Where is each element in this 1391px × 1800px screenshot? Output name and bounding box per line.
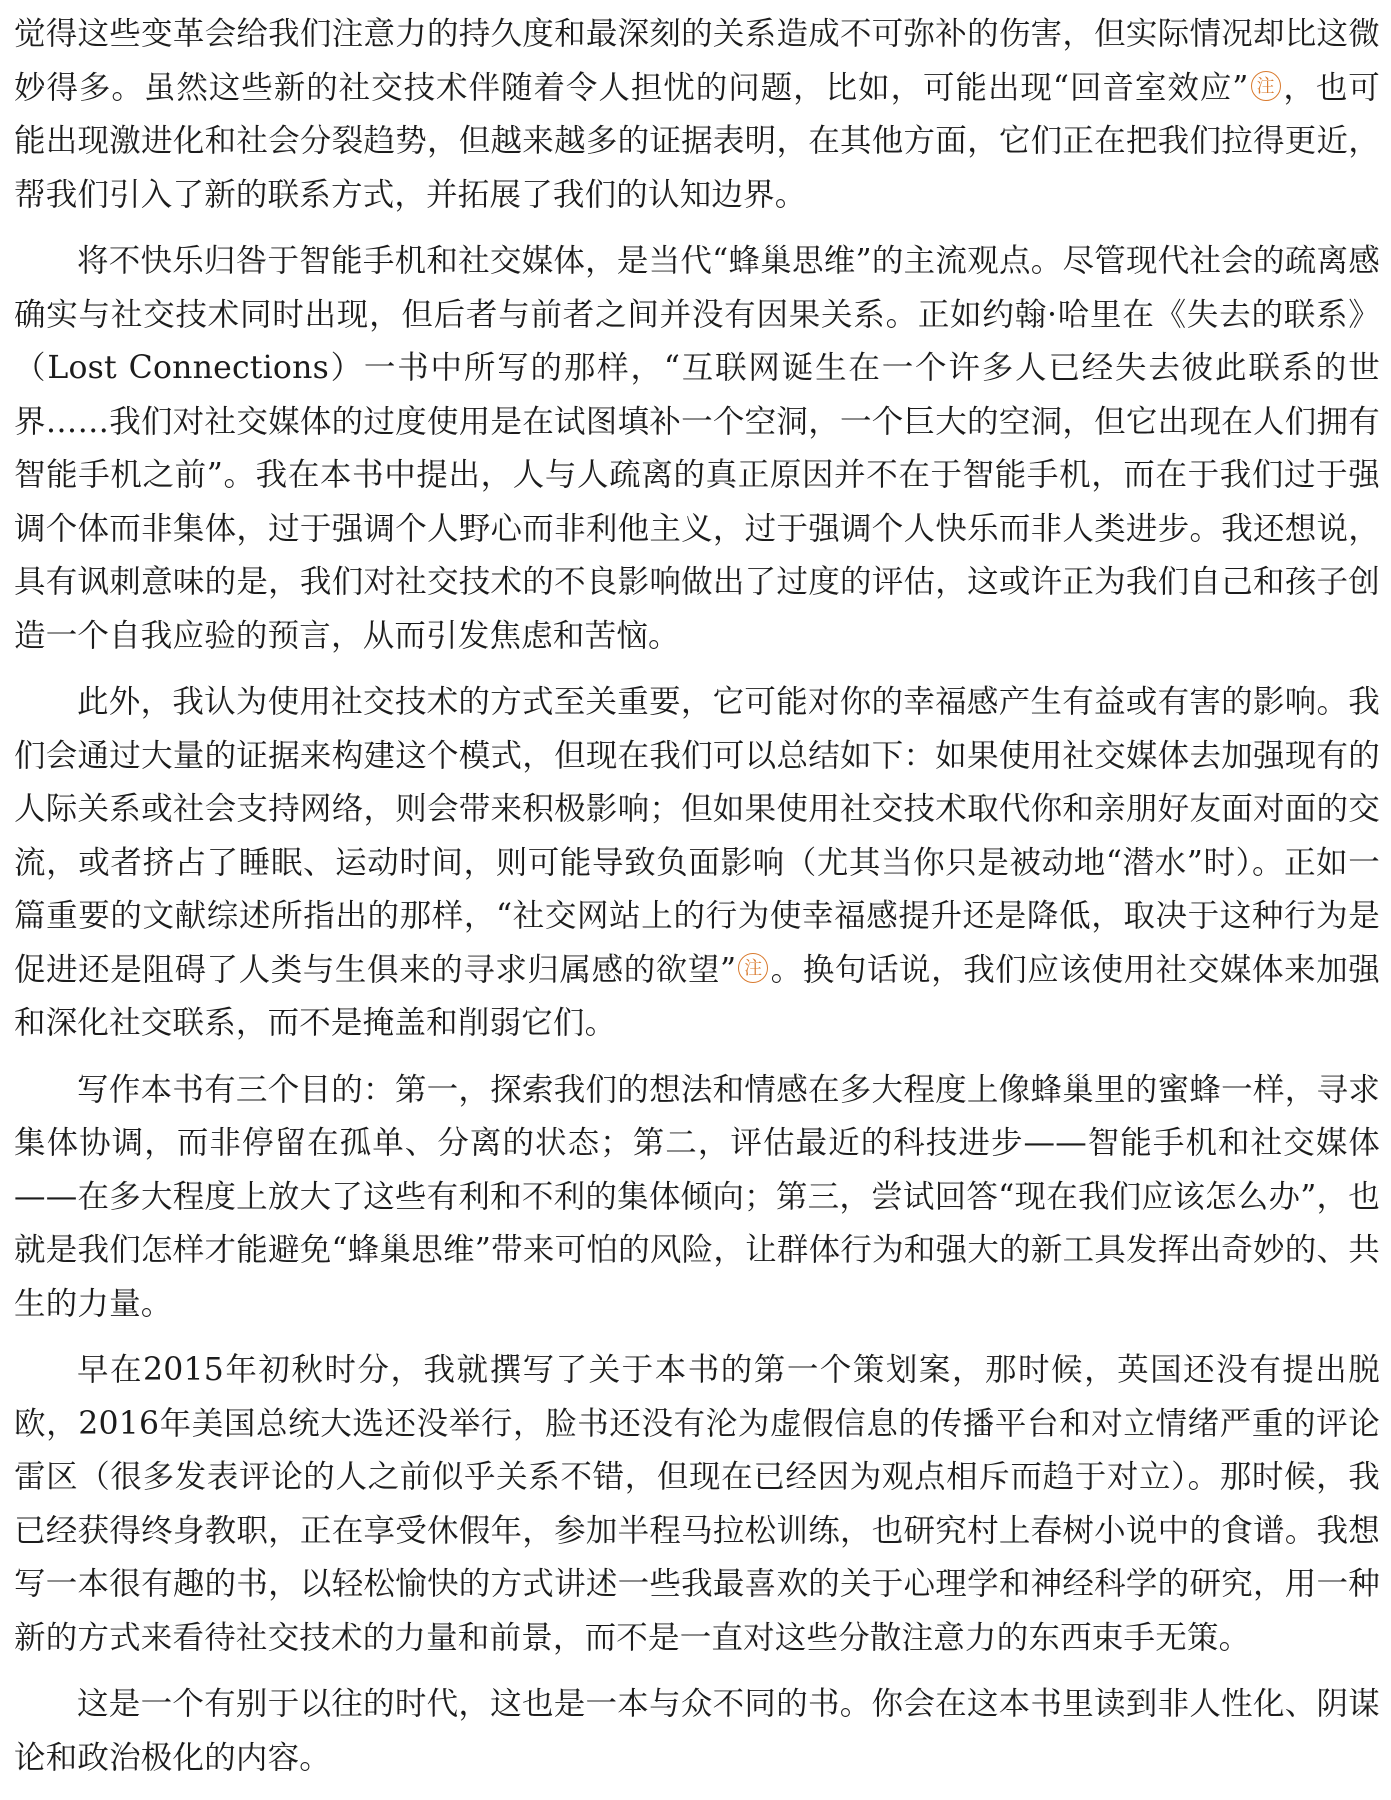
paragraph — [14, 676, 1380, 1051]
paragraph — [14, 1344, 1380, 1665]
paragraph-text: ，也可能出现激进化和社会分裂趋势，但越来越多的证据表明，在其他方面，它们正在把我们拉得更近，帮我们引入了新的联系方式，并拓展了我们的认知边界。 — [14, 69, 1380, 213]
paragraph-text: 将不快乐归咎于智能手机和社交媒体，是当代“蜂巢思维”的主流观点。尽管现代社会的疏离感确实与社交技术同时出现，但后者与前者之间并没有因果关系。正如约翰·哈里在《失去的联系》（Lost Connections）一书中所写的那样，“互联网诞生在一个许多人已经失去彼此联系的世界……我们对社交媒体的过度使用是在试图填补一个空洞，一个巨大的空洞，但它出现在人们拥有智能手机之前”。我在本书中提出，人与人疏离的真正原因并不在于智能手机，而在于我们过于强调个体而非集体，过于强调个人野心而非利他主义，过于强调个人快乐而非人类进步。我还想说，具有讽刺意味的是，我们对社交技术的不良影响做出了过度的评估，这或许正为我们自己和孩子创造一个自我应验的预言，从而引发焦虑和苦恼。 — [14, 243, 1380, 654]
paragraph-text: 。换句话说，我们应该使用社交媒体来加强和深化社交联系，而不是掩盖和削弱它们。 — [14, 951, 1380, 1041]
paragraph-text: 这是一个有别于以往的时代，这也是一本与众不同的书。你会在这本书里读到非人性化、阴谋论和政治极化的内容。 — [14, 1686, 1380, 1776]
document-page — [14, 8, 1380, 1785]
paragraph-text: 早在2015年初秋时分，我就撰写了关于本书的第一个策划案，那时候，英国还没有提出脱欧，2016年美国总统大选还没举行，脸书还没有沦为虚假信息的传播平台和对立情绪严重的评论雷区（很多发表评论的人之前似乎关系不错，但现在已经因为观点相斥而趋于对立）。那时候，我已经获得终身教职，正在享受休假年，参加半程马拉松训练，也研究村上春树小说中的食谱。我想写一本很有趣的书，以轻松愉快的方式讲述一些我最喜欢的关于心理学和神经科学的研究，用一种新的方式来看待社交技术的力量和前景，而不是一直对这些分散注意力的东西束手无策。 — [14, 1352, 1380, 1656]
paragraph — [14, 8, 1380, 222]
paragraph-text: 觉得这些变革会给我们注意力的持久度和最深刻的关系造成不可弥补的伤害，但实际情况却比这微妙得多。虽然这些新的社交技术伴随着令人担忧的问题，比如，可能出现“回音室效应” — [14, 16, 1380, 106]
paragraph — [14, 235, 1380, 663]
paragraph — [14, 1064, 1380, 1332]
paragraph-text: 写作本书有三个目的：第一，探索我们的想法和情感在多大程度上像蜂巢里的蜜蜂一样，寻求集体协调，而非停留在孤单、分离的状态；第二，评估最近的科技进步——智能手机和社交媒体——在多大程度上放大了这些有利和不利的集体倾向；第三，尝试回答“现在我们应该怎么办”，也就是我们怎样才能避免“蜂巢思维”带来可怕的风险，让群体行为和强大的新工具发挥出奇妙的、共生的力量。 — [14, 1071, 1380, 1322]
paragraph — [14, 1678, 1380, 1785]
footnote-marker-icon[interactable]: 注 — [738, 953, 768, 983]
footnote-marker-icon[interactable]: 注 — [1251, 71, 1281, 101]
paragraph-text: 此外，我认为使用社交技术的方式至关重要，它可能对你的幸福感产生有益或有害的影响。我们会通过大量的证据来构建这个模式，但现在我们可以总结如下：如果使用社交媒体去加强现有的人际关系或社会支持网络，则会带来积极影响；但如果使用社交技术取代你和亲朋好友面对面的交流，或者挤占了睡眠、运动时间，则可能导致负面影响（尤其当你只是被动地“潜水”时）。正如一篇重要的文献综述所指出的那样，“社交网站上的行为使幸福感提升还是降低，取决于这种行为是促进还是阻碍了人类与生俱来的寻求归属感的欲望” — [14, 684, 1380, 988]
